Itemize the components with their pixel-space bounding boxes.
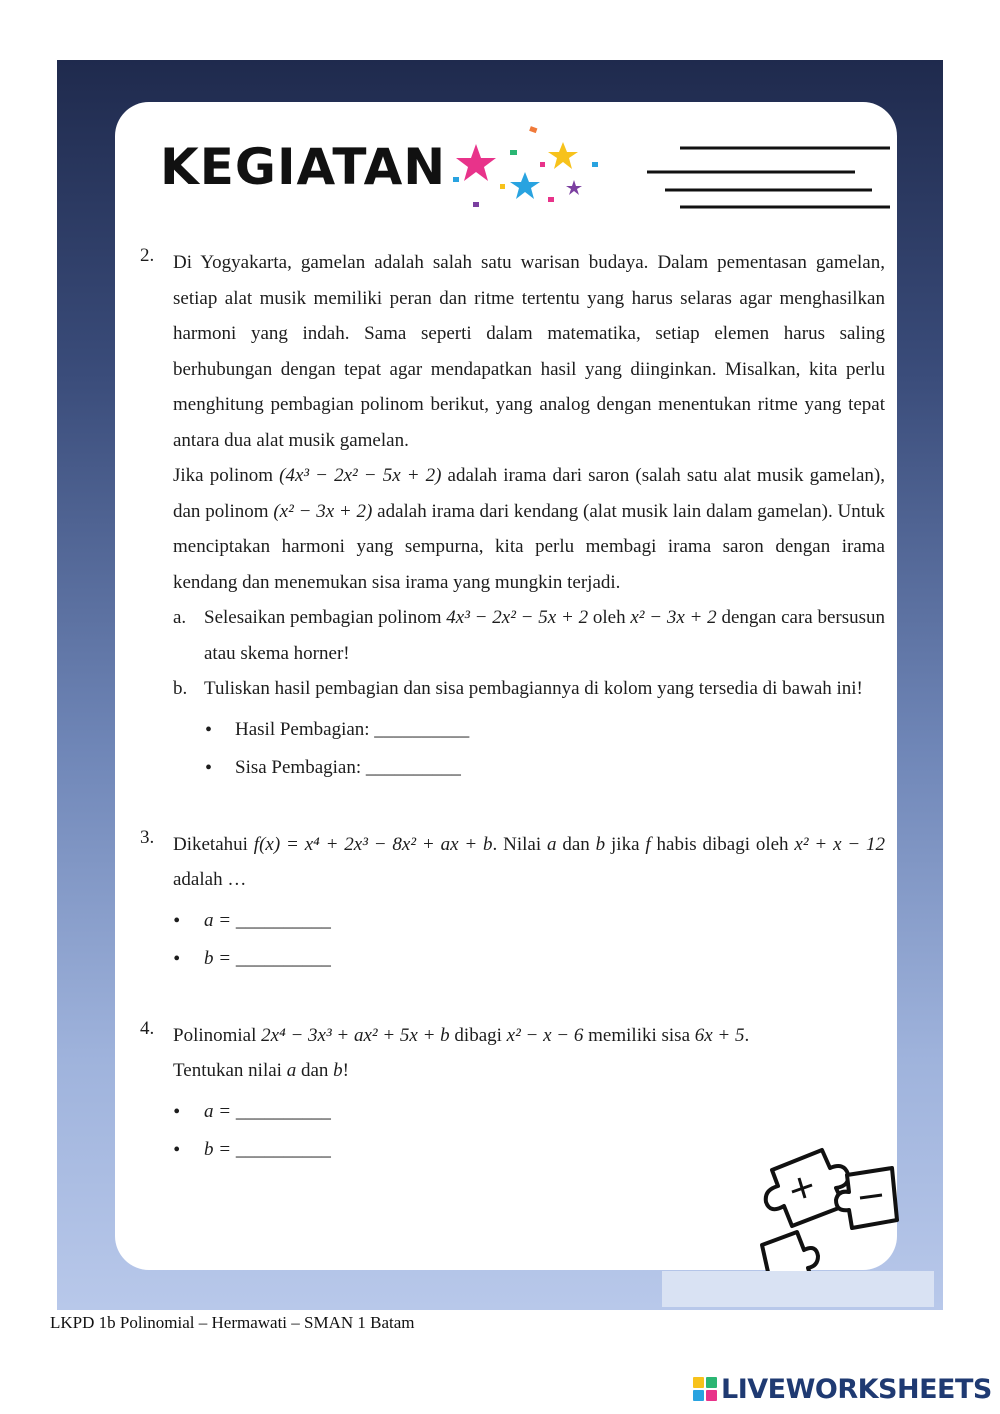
puzzle-icon: [752, 1140, 917, 1275]
logo-grid-icon: [693, 1377, 717, 1401]
answer-b-field[interactable]: • b = __________: [173, 1131, 885, 1169]
question-text: Di Yogyakarta, gamelan adalah salah satu warisan budaya. Dalam pementasan gamelan, setiap alat musik memiliki peran dan ritme tertentu yang harus selaras agar menghasilkan harmoni yang indah. Sama seperti dalam matematika, setiap elemen harus saling berhubungan dengan tepat agar mendapatkan hasil yang diinginkan. Misalkan, kita perlu menghitung pembagian polinom berikut, yang analog dengan menentukan ritme yang tepat antara dua alat musik gamelan.: [173, 252, 885, 451]
stars-icon: [448, 122, 608, 217]
question-number: 3.: [140, 826, 155, 848]
question-text: Polinomial 2x⁴ − 3x³ + ax² + 5x + b dibagi x² − x − 6 memiliki sisa 6x + 5. Tentukan nilai a dan b!: [173, 1024, 750, 1081]
answer-a-field[interactable]: • a = __________: [173, 1093, 885, 1131]
sub-question-a: a. Selesaikan pembagian polinom 4x³ − 2x² − 5x + 2 oleh x² − 3x + 2 dengan cara bersusun atau skema horner!: [173, 607, 886, 664]
question-3: [140, 827, 885, 978]
sub-question-b: b. Tuliskan hasil pembagian dan sisa pembagiannya di kolom yang tersedia di bawah ini!: [173, 678, 863, 699]
question-text: Diketahui f(x) = x⁴ + 2x³ − 8x² + ax + b. Nilai a dan b jika f habis dibagi oleh x² + x − 12 adalah …: [173, 833, 886, 890]
footer-bar: [662, 1271, 934, 1307]
question-number: 4.: [140, 1017, 155, 1039]
answer-b-field[interactable]: • b = __________: [173, 940, 885, 978]
page-title: KEGIATAN: [160, 138, 447, 196]
answer-sisa-field[interactable]: • Sisa Pembagian: __________: [173, 749, 885, 787]
answer-hasil-field[interactable]: • Hasil Pembagian: __________: [173, 711, 885, 749]
brand-logo: [693, 1372, 992, 1406]
question-number: 2.: [140, 245, 155, 266]
question-list: [140, 245, 885, 1169]
answer-a-field[interactable]: • a = __________: [173, 902, 885, 940]
brand-name: LIVEWORKSHEETS: [721, 1373, 992, 1405]
decorative-lines: [640, 140, 895, 220]
question-2: [140, 245, 885, 787]
question-text: Jika polinom (4x³ − 2x² − 5x + 2) adalah irama dari saron (salah satu alat musik gamelan), dan polinom (x² − 3x + 2) adalah irama dari kendang (alat musik lain dalam gamelan). Untuk menciptakan harmoni yang sempurna, kita perlu membagi irama saron dengan irama kendang dan menemukan sisa irama yang mungkin terjadi.: [173, 465, 886, 593]
document-footer: LKPD 1b Polinomial – Hermawati – SMAN 1 Batam: [50, 1313, 415, 1332]
